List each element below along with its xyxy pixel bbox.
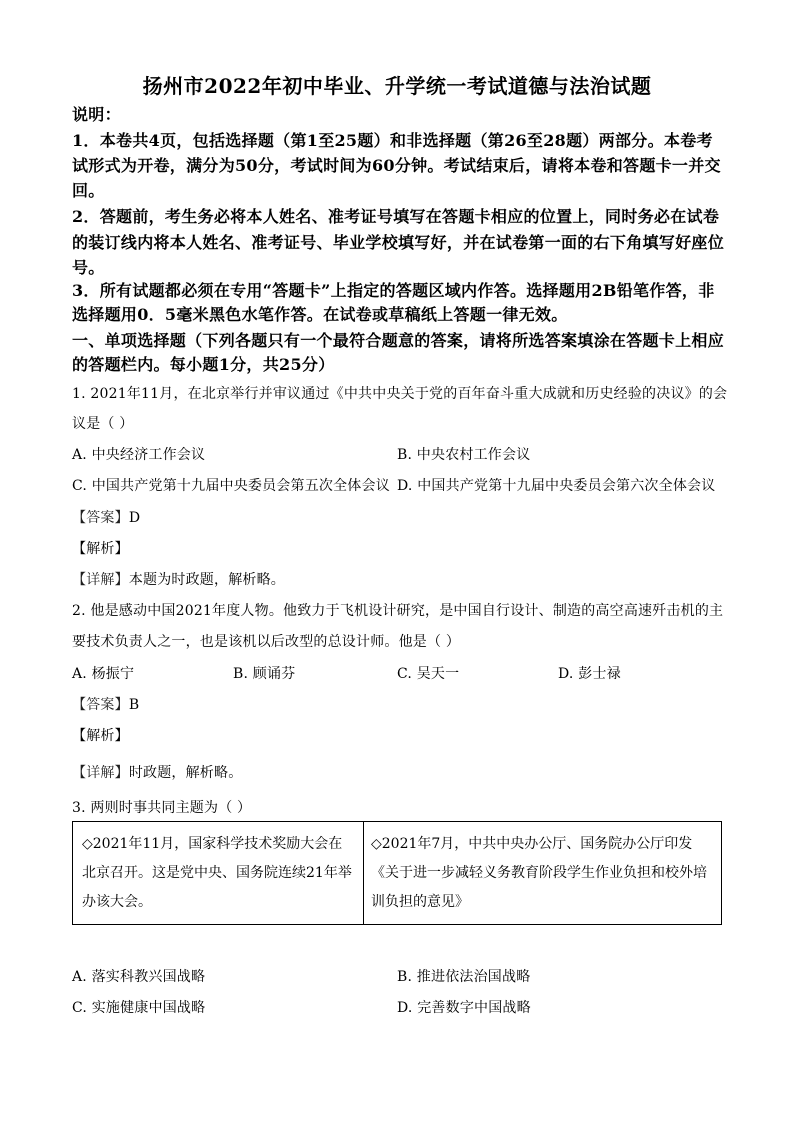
question-2-analysis-tag: 【解析】 (72, 728, 129, 744)
table-cell-left-line: ◇2021年11月，国家科学技术奖励大会在 (82, 836, 343, 852)
detail-text: 时政题，解析略。 (128, 765, 243, 781)
section-heading: 的答题栏内。每小题1分，共25分） (72, 355, 335, 374)
section-heading: 一、单项选择题（下列各题只有一个最符合题意的答案，请将所选答案填涂在答题卡上相应 (72, 331, 725, 350)
instruction-line: 号。 (72, 258, 105, 277)
instructions-heading: 说明： (72, 105, 121, 124)
detail-tag: 【详解】 (72, 572, 129, 588)
instruction-line: 回。 (72, 181, 105, 200)
table-cell-right-line: 训负担的意见》 (371, 894, 469, 910)
answer-tag: 【答案】 (72, 510, 129, 526)
question-3-option-c: C. 实施健康中国战略 (72, 1000, 206, 1016)
question-1-analysis-tag: 【解析】 (72, 541, 129, 557)
question-1-option-a: A. 中央经济工作会议 (72, 447, 206, 463)
question-1-option-b: B. 中央农村工作会议 (397, 447, 531, 463)
news-table (72, 821, 722, 925)
question-2-option-d: D. 彭士禄 (558, 666, 621, 682)
table-cell-right-line: 《关于进一步减轻义务教育阶段学生作业负担和校外培 (371, 865, 707, 881)
instruction-line: 3．所有试题都必须在专用“答题卡”上指定的答题区域内作答。选择题用2B铅笔作答，非 (72, 281, 715, 300)
question-3-option-a: A. 落实科教兴国战略 (72, 969, 206, 985)
question-1-option-c: C. 中国共产党第十九届中央委员会第五次全体会议 (72, 478, 390, 494)
question-1-answer (72, 507, 140, 527)
page-title: 扬州市2022年初中毕业、升学统一考试道德与法治试题 (142, 74, 652, 98)
question-1-stem: 1. 2021年11月，在北京举行并审议通过《中共中央关于党的百年奋斗重大成就和历史经验的决议》的会 (72, 386, 728, 402)
table-divider (363, 822, 364, 924)
answer-value: D (128, 510, 141, 526)
question-1-stem: 议是（ ） (72, 416, 134, 432)
question-1-detail (72, 569, 285, 589)
answer-tag: 【答案】 (72, 697, 129, 713)
instruction-line: 2．答题前，考生务必将本人姓名、准考证号填写在答题卡相应的位置上，同时务必在试卷 (72, 207, 720, 226)
answer-value: B (128, 697, 140, 713)
table-cell-right-line: ◇2021年7月，中共中央办公厅、国务院办公厅印发 (371, 836, 693, 852)
question-3-option-d: D. 完善数字中国战略 (397, 1000, 531, 1016)
question-2-detail (72, 762, 242, 782)
instruction-line: 试形式为开卷，满分为50分，考试时间为60分钟。考试结束后，请将本卷和答题卡一并交 (72, 156, 721, 175)
question-1-option-d: D. 中国共产党第十九届中央委员会第六次全体会议 (397, 478, 716, 494)
question-2-option-a: A. 杨振宁 (72, 666, 135, 682)
instruction-line: 选择题用0．5毫米黑色水笔作答。在试卷或草稿纸上答题一律无效。 (72, 305, 568, 324)
question-2-stem: 2. 他是感动中国2021年度人物。他致力于飞机设计研究，是中国自行设计、制造的高空高速歼击机的主 (72, 603, 724, 619)
table-cell-left-line: 办该大会。 (82, 894, 152, 910)
question-2-stem: 要技术负责人之一，也是该机以后改型的总设计师。他是（ ） (72, 634, 461, 650)
question-2-option-c: C. 吴天一 (397, 666, 460, 682)
question-3-option-b: B. 推进依法治国战略 (397, 969, 531, 985)
table-cell-left-line: 北京召开。这是党中央、国务院连续21年举 (82, 865, 352, 881)
detail-text: 本题为时政题，解析略。 (128, 572, 286, 588)
question-3-stem: 3. 两则时事共同主题为（ ） (72, 800, 252, 816)
instruction-line: 的装订线内将本人姓名、准考证号、毕业学校填写好，并在试卷第一面的右下角填写好座位 (72, 233, 725, 252)
question-2-option-b: B. 顾诵芬 (233, 666, 296, 682)
detail-tag: 【详解】 (72, 765, 129, 781)
instruction-line: 1．本卷共4页，包括选择题（第1至25题）和非选择题（第26至28题）两部分。本卷考 (72, 131, 713, 150)
question-2-answer (72, 694, 139, 714)
